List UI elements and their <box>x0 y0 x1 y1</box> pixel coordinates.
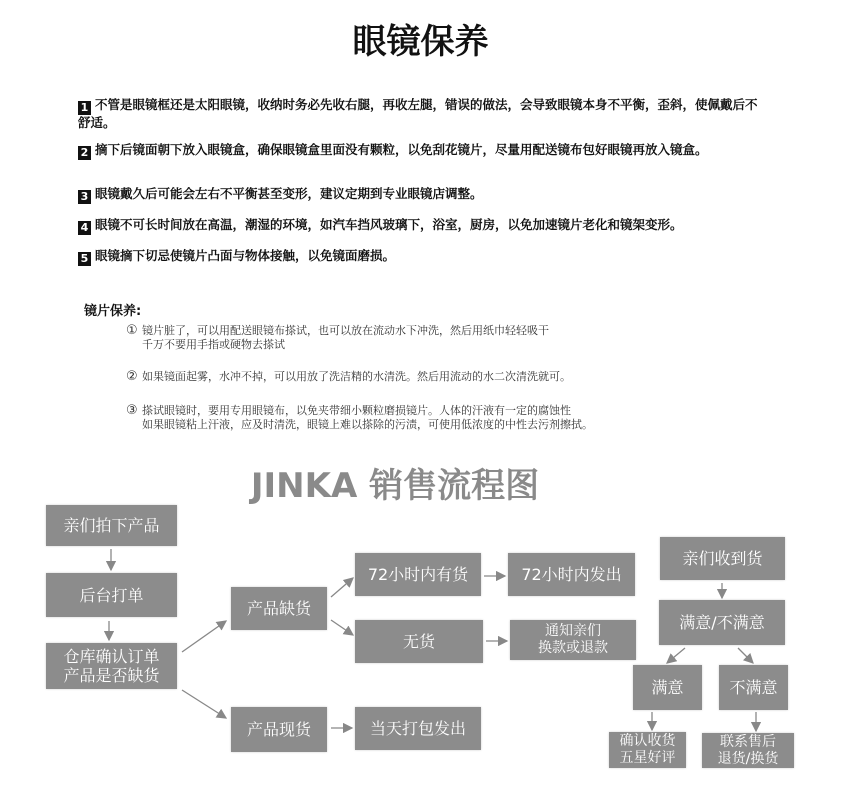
lens-care-item: ② 如果镜面起雾，水冲不掉，可以用放了洗洁精的水清洗。然后用流动的水二次清洗就可。 <box>126 369 571 384</box>
arrow <box>182 621 226 652</box>
flow-node-satisfied: 满意 <box>633 665 702 710</box>
flow-node-print: 后台打单 <box>46 573 177 617</box>
care-item: 1 不管是眼镜框还是太阳眼镜，收纳时务必先收右腿，再收左腿，错误的做法，会导致眼镜本身不平衡，歪斜，使佩戴后不舒适。 <box>78 97 758 130</box>
arrow <box>667 648 685 663</box>
lens-care-item: ① 镜片脏了，可以用配送眼镜布搽试，也可以放在流动水下冲洗，然后用纸巾轻轻吸干 千万不要用手指或硬物去搽试 <box>126 323 549 351</box>
flow-node-confirm: 仓库确认订单 产品是否缺货 <box>46 643 177 689</box>
care-item: 2 摘下后镜面朝下放入眼镜盒，确保眼镜盒里面没有颗粒，以免刮花镜片，尽量用配送镜布包好眼镜再放入镜盒。 <box>78 142 768 160</box>
flow-node-none: 无货 <box>355 620 483 663</box>
page-title: 眼镜保养 <box>352 22 489 62</box>
arrow <box>331 578 353 597</box>
flow-node-confirm-receipt: 确认收货 五星好评 <box>609 732 686 768</box>
flow-node-satisfied-question: 满意/不满意 <box>659 600 785 645</box>
flow-node-notify: 通知亲们 换款或退款 <box>510 620 636 660</box>
flow-node-received: 亲们收到货 <box>660 537 785 580</box>
lens-care-heading: 镜片保养: <box>84 304 142 319</box>
arrow <box>738 648 753 663</box>
flow-node-ship-today: 当天打包发出 <box>355 707 481 750</box>
care-item: 3 眼镜戴久后可能会左右不平衡甚至变形，建议定期到专业眼镜店调整。 <box>78 186 768 204</box>
flow-node-ship-72h: 72小时内发出 <box>508 553 635 596</box>
lens-care-item: ③ 搽试眼镜时，要用专用眼镜布，以免夹带细小颗粒磨损镜片。人体的汗液有一定的腐蚀性 如果眼镜粘上汗液，应及时清洗，眼镜上难以搽除的污渍，可使用低浓度的中性去污剂擦拭。 <box>126 403 593 431</box>
flow-node-after-sales: 联系售后 退货/换货 <box>702 733 794 768</box>
flowchart-title: JINKA 销售流程图 <box>250 466 540 506</box>
care-item: 5 眼镜摘下切忌使镜片凸面与物体接触，以免镜面磨损。 <box>78 248 768 266</box>
flow-node-order: 亲们拍下产品 <box>46 505 177 546</box>
care-item: 4 眼镜不可长时间放在高温，潮湿的环境，如汽车挡风玻璃下，浴室，厨房，以免加速镜片老化和镜架变形。 <box>78 217 768 235</box>
flow-node-unsatisfied: 不满意 <box>719 665 788 710</box>
flow-node-in-stock: 产品现货 <box>231 707 327 752</box>
arrow <box>182 690 226 718</box>
flow-node-in-72h: 72小时内有货 <box>355 553 481 596</box>
flow-node-out-of-stock: 产品缺货 <box>231 587 327 630</box>
arrow <box>331 620 353 635</box>
